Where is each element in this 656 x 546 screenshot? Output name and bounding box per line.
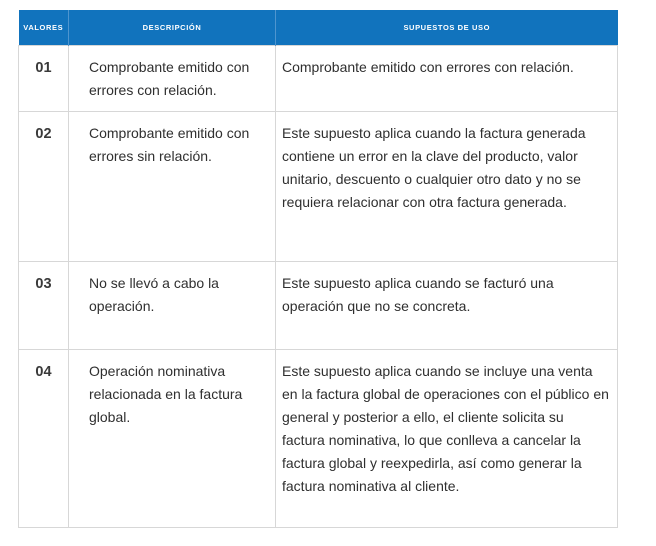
table-header [19, 10, 618, 46]
row-value: 01 [19, 46, 69, 112]
row-use-case: Comprobante emitido con errores con relación. [276, 46, 618, 112]
table-body [19, 46, 618, 528]
cancellation-reasons-table [18, 10, 618, 528]
row-description: Comprobante emitido con errores sin relación. [69, 112, 276, 262]
table-row [19, 46, 618, 112]
table-row [19, 112, 618, 262]
row-description: Comprobante emitido con errores con relación. [69, 46, 276, 112]
table-row [19, 262, 618, 350]
row-value: 03 [19, 262, 69, 350]
row-value: 02 [19, 112, 69, 262]
table-row [19, 350, 618, 528]
row-description: No se llevó a cabo la operación. [69, 262, 276, 350]
row-description: Operación nominativa relacionada en la factura global. [69, 350, 276, 528]
header-supuestos-de-uso: SUPUESTOS DE USO [276, 10, 618, 46]
row-use-case: Este supuesto aplica cuando la factura generada contiene un error en la clave del producto, valor unitario, descuento o cualquier otro dato y no se requiera relacionar con otra factura generada. [276, 112, 618, 262]
header-valores: VALORES [19, 10, 69, 46]
header-row [19, 10, 618, 46]
row-use-case: Este supuesto aplica cuando se incluye una venta en la factura global de operaciones con el público en general y posterior a ello, el cliente solicita su factura nominativa, lo que conlleva a cancelar la factura global y reexpedirla, así como generar la factura nominativa al cliente. [276, 350, 618, 528]
row-value: 04 [19, 350, 69, 528]
header-descripcion: DESCRIPCIÓN [69, 10, 276, 46]
row-use-case: Este supuesto aplica cuando se facturó una operación que no se concreta. [276, 262, 618, 350]
